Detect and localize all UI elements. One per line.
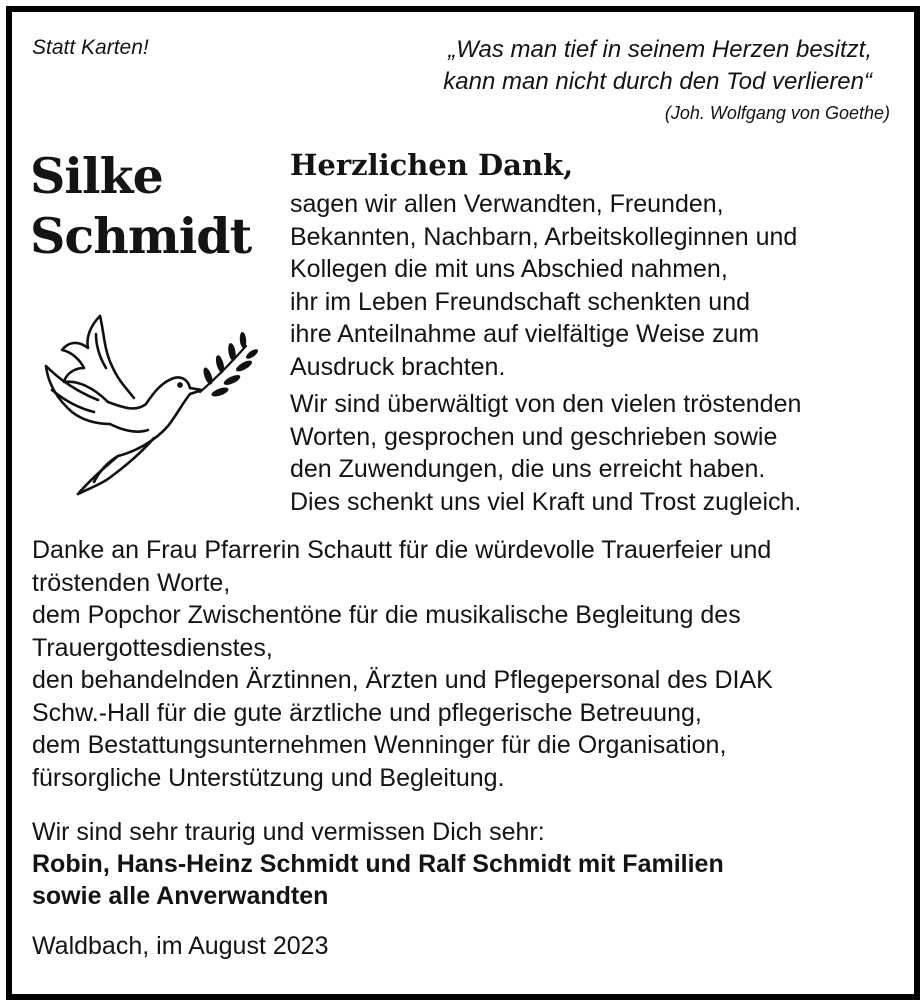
dank-paragraph-2 — [290, 388, 910, 518]
dank-line: Ausdruck brachten. — [290, 352, 506, 381]
quote-author: (Joh. Wolfgang von Goethe) — [664, 103, 890, 123]
dank-line: den Zuwendungen, die uns erreicht haben. — [290, 455, 766, 483]
dank-line: Dies schenkt uns viel Kraft und Trost zugleich. — [290, 487, 802, 516]
dank-heading: Herzlichen Dank, — [290, 148, 574, 182]
thanks-line: Schw.-Hall für die gute ärztliche und pflegerische Betreuung, — [32, 698, 702, 727]
family-names-line-1: Robin, Hans-Heinz Schmidt und Ralf Schmidt mit Familien — [32, 850, 724, 878]
closing-line: Wir sind sehr traurig und vermissen Dich sehr: — [32, 818, 545, 846]
place-date: Waldbach, im August 2023 — [32, 932, 329, 960]
dank-line: Wir sind überwältigt von den vielen tröstenden — [290, 390, 802, 418]
dank-line: Worten, gesprochen und geschrieben sowie — [290, 422, 778, 451]
thanks-section — [32, 534, 902, 794]
dank-line: ihre Anteilnahme auf vielfältige Weise zum — [290, 320, 760, 348]
quote-line-1: „Was man tief in seinem Herzen besitzt, — [448, 36, 872, 63]
thanks-line: Trauergottesdienstes, — [32, 633, 273, 662]
dank-line: Bekannten, Nachbarn, Arbeitskolleginnen und — [290, 222, 798, 251]
dank-line: sagen wir allen Verwandten, Freunden, — [290, 190, 724, 218]
thanks-line: dem Bestattungsunternehmen Wenninger für die Organisation, — [32, 731, 727, 759]
dank-line: ihr im Leben Freundschaft schenkten und — [290, 287, 750, 316]
thanks-line: tröstenden Worte, — [32, 568, 231, 597]
dank-body — [290, 188, 910, 518]
thanks-line: dem Popchor Zwischentöne für die musikalische Begleitung des — [32, 601, 741, 629]
dank-paragraph-1 — [290, 188, 910, 383]
dank-line: Kollegen die mit uns Abschied nahmen, — [290, 255, 728, 283]
thanks-line: Danke an Frau Pfarrerin Schautt für die würdevolle Trauerfeier und — [32, 536, 772, 564]
statt-karten-label: Statt Karten! — [32, 36, 149, 59]
quote-line-2: kann man nicht durch den Tod verlieren“ — [443, 68, 872, 95]
deceased-name — [30, 146, 251, 266]
thanks-line: den behandelnden Ärztinnen, Ärzten und Pflegepersonal des DIAK — [32, 666, 773, 694]
dove-icon — [38, 308, 260, 504]
deceased-first-name: Silke — [30, 147, 163, 205]
deceased-last-name: Schmidt — [30, 207, 252, 265]
goethe-quote — [443, 34, 890, 128]
family-names-line-2: sowie alle Anverwandten — [32, 882, 329, 910]
thanks-line: fürsorgliche Unterstützung und Begleitung. — [32, 763, 505, 792]
closing-section — [32, 816, 724, 912]
